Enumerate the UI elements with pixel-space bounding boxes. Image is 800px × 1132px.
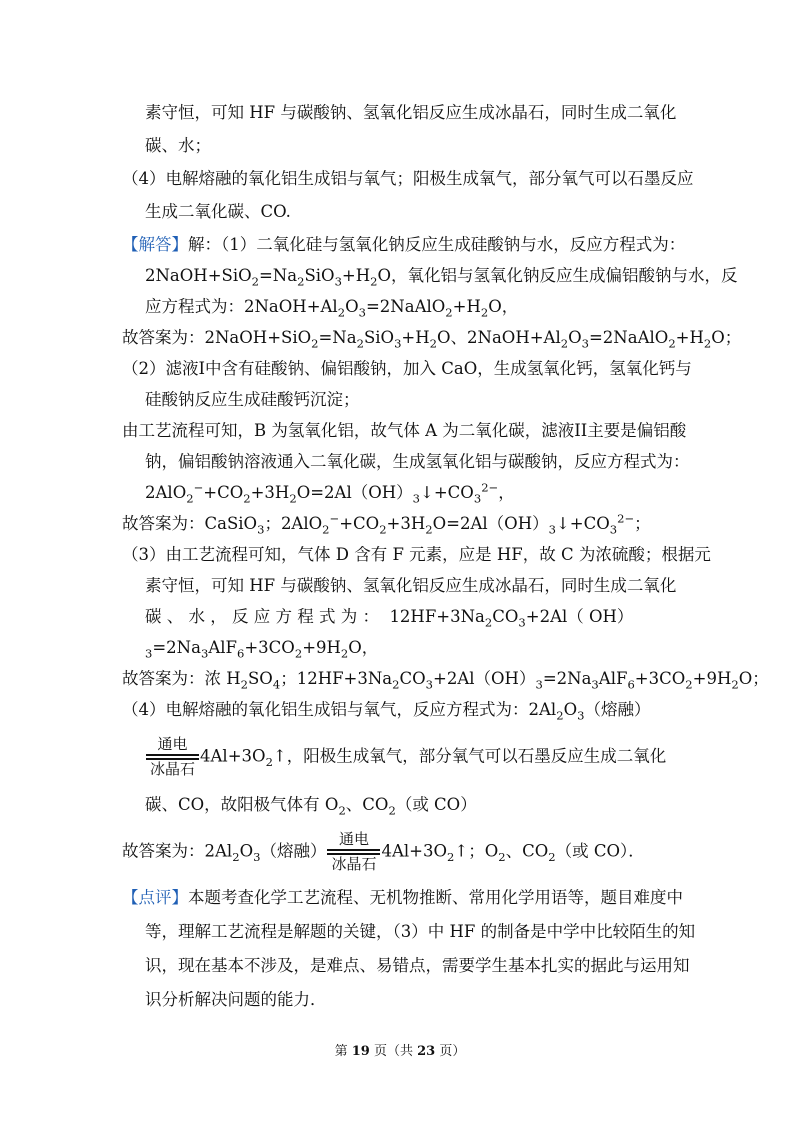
text-span: +9H <box>302 638 341 657</box>
text-line <box>122 887 683 909</box>
text-span: （或 CO） <box>395 795 477 814</box>
text-line: 识分析解决问题的能力． <box>145 990 327 1009</box>
equation-line <box>145 482 515 504</box>
subscript: 2 <box>370 274 378 289</box>
text-line: 碳、水； <box>145 136 211 155</box>
subscript: 2 <box>297 274 305 289</box>
equation-line <box>122 513 651 535</box>
subscript: 3 <box>535 677 543 692</box>
subscript: 3 <box>591 677 599 692</box>
text-span: （或 CO）． <box>555 841 645 861</box>
condition-top: 通电 <box>157 735 188 753</box>
text-span: ， <box>498 483 515 502</box>
text-line: 由工艺流程可知，B 为氢氧化铝，故气体 A 为二氧化碳，滤液II主要是偏铝酸 <box>122 421 687 440</box>
text-span: 、CO <box>345 795 389 814</box>
text-span: =2Na <box>152 638 201 657</box>
subscript: 3 <box>577 708 585 723</box>
text-line: 钠，偏铝酸钠溶液通入二氧化碳，生成氢氧化铝与碳酸钠，反应方程式为： <box>145 452 690 471</box>
text-span: 2AlO <box>145 483 187 502</box>
review-tag: 【点评】 <box>122 888 188 907</box>
subscript: 2 <box>484 615 493 630</box>
subscript: 2 <box>338 803 346 818</box>
subscript: 3 <box>425 677 434 692</box>
equation-line <box>145 265 738 287</box>
equation-line <box>145 736 666 778</box>
subscript: 2 <box>480 305 489 320</box>
equation-line <box>122 668 769 690</box>
text-span: ↓+CO <box>420 483 474 502</box>
subscript: 2 <box>232 849 240 864</box>
text-span: 碳 、 水 ， 反 应 方 程 式 为 ： 12HF+3Na <box>145 607 485 626</box>
text-span: ； <box>634 514 651 533</box>
subscript: 2 <box>392 677 400 692</box>
subscript: 6 <box>627 677 635 692</box>
text-span: +CO <box>203 483 244 502</box>
subscript: 2 <box>379 522 387 537</box>
text-span: 解：（1）二氧化硅与氢氧化钠反应生成硅酸钠与水，反应方程式为： <box>188 235 686 254</box>
text-span: CO <box>399 669 426 688</box>
text-span: （熔融） <box>584 700 651 719</box>
text-span: 应方程式为：2NaOH+Al <box>145 297 338 316</box>
subscript: 3 <box>394 336 402 351</box>
text-span: O=2Al（OH） <box>432 514 549 533</box>
text-span: +H <box>401 328 430 347</box>
text-span: +H <box>452 297 481 316</box>
reaction-condition <box>327 831 380 873</box>
subscript: 3 <box>412 491 421 506</box>
text-span: 、CO <box>505 841 549 861</box>
text-span: 4Al+3O <box>200 746 266 766</box>
text-line: 素守恒，可知 HF 与碳酸钠、氢氧化铝反应生成冰晶石，同时生成二氧化 <box>145 103 677 122</box>
text-span: O <box>345 297 359 316</box>
text-line: （2）滤液I中含有硅酸钠、偏铝酸钠，加入 CaO，生成氢氧化钙，氢氧化钙与 <box>122 359 692 378</box>
equation-line <box>145 606 633 628</box>
subscript: 2 <box>251 274 259 289</box>
subscript: 4 <box>272 677 281 692</box>
subscript: 2 <box>311 336 319 351</box>
text-span: =Na <box>258 266 298 285</box>
text-line: 识，现在基本不涉及，是难点、易错点，需要学生基本扎实的据此与运用知 <box>145 956 690 975</box>
subscript: 3 <box>473 491 482 506</box>
text-line: 素守恒，可知 HF 与碳酸钠、氢氧化铝反应生成冰晶石，同时生成二氧化 <box>145 576 677 595</box>
text-span: O、2NaOH+Al <box>437 328 561 347</box>
text-line <box>122 234 685 256</box>
subscript: 2 <box>340 646 349 661</box>
text-span: 故答案为：2NaOH+SiO <box>122 328 312 347</box>
text-span: CO <box>492 607 519 626</box>
text-span: +H <box>341 266 371 285</box>
subscript: 3 <box>145 646 153 661</box>
equation-line <box>145 637 378 659</box>
total-pages: 23 <box>417 1044 436 1059</box>
page-footer <box>0 1040 800 1059</box>
subscript: 2 <box>356 336 364 351</box>
subscript: 2 <box>240 677 248 692</box>
text-span: +3H <box>250 483 290 502</box>
subscript: 3 <box>257 522 265 537</box>
text-span: +H <box>675 328 704 347</box>
footer-text: 第 <box>334 1044 348 1059</box>
text-span: O， <box>348 638 379 657</box>
text-line: （3）由工艺流程可知，气体 D 含有 F 元素，应是 HF，故 C 为浓硫酸；根据元 <box>122 545 711 564</box>
text-line: （4）电解熔融的氧化铝生成铝与氧气；阳极生成氧气，部分氧气可以石墨反应 <box>122 169 694 188</box>
text-span: =Na <box>318 328 357 347</box>
text-span: +3CO <box>244 638 295 657</box>
text-span: （熔融） <box>260 841 327 861</box>
text-span: O <box>563 700 578 719</box>
subscript: 3 <box>334 274 342 289</box>
text-line: 等，理解工艺流程是解题的关键，（3）中 HF 的制备是中学中比较陌生的知 <box>145 922 696 941</box>
answer-tag: 【解答】 <box>122 235 188 254</box>
text-span: 故答案为：CaSiO <box>122 514 258 533</box>
text-span: +CO <box>339 514 380 533</box>
text-span: =2Na <box>542 669 592 688</box>
text-span: 2NaOH+SiO <box>145 266 252 285</box>
subscript: 2 <box>556 708 564 723</box>
subscript: 3 <box>581 336 589 351</box>
footer-text: 页（共 <box>373 1044 413 1059</box>
text-span: O； <box>738 669 769 688</box>
page-number: 19 <box>351 1044 370 1059</box>
equation-line <box>122 699 650 721</box>
text-span: 故答案为：浓 H <box>122 669 241 688</box>
text-span: AlF <box>598 669 628 688</box>
subscript: 3 <box>609 522 618 537</box>
text-span: O <box>239 841 254 861</box>
text-span: O； <box>711 328 742 347</box>
subscript: 2 <box>668 336 676 351</box>
subscript: 2 <box>731 677 739 692</box>
superscript: − <box>329 511 340 526</box>
text-span: =2NaAlO <box>588 328 669 347</box>
text-span: +2Al（ OH） <box>525 607 634 626</box>
subscript: 3 <box>358 305 366 320</box>
subscript: 2 <box>447 849 455 864</box>
subscript: 2 <box>243 491 251 506</box>
superscript: 2− <box>617 511 635 526</box>
text-span: +9H <box>692 669 732 688</box>
reaction-condition <box>146 736 199 778</box>
text-span: +2Al（OH） <box>433 669 536 688</box>
text-span: ↑，阳极生成氧气，部分氧气可以石墨反应生成二氧化 <box>272 746 667 766</box>
subscript: 2 <box>289 491 297 506</box>
text-span: O <box>568 328 582 347</box>
text-span: O=2Al（OH） <box>296 483 413 502</box>
subscript: 3 <box>253 849 261 864</box>
condition-top: 通电 <box>338 830 369 848</box>
text-span: O，氧化铝与氢氧化钠反应生成偏铝酸钠与水，反 <box>377 266 738 285</box>
footer-text: 页） <box>439 1044 466 1059</box>
text-span: ↑；O <box>454 841 499 861</box>
subscript: 2 <box>265 754 273 769</box>
subscript: 2 <box>337 305 346 320</box>
subscript: 3 <box>518 615 526 630</box>
text-span: 本题考查化学工艺流程、无机物推断、常用化学用语等，题目难度中 <box>188 888 683 907</box>
subscript: 2 <box>560 336 569 351</box>
text-line: 硅酸钠反应生成硅酸钙沉淀； <box>145 390 360 409</box>
subscript: 3 <box>200 646 209 661</box>
subscript: 2 <box>429 336 437 351</box>
text-span: ；12HF+3Na <box>280 669 393 688</box>
text-span: SiO <box>304 266 335 285</box>
text-line: 生成二氧化碳、CO. <box>145 202 291 221</box>
text-span: 4Al+3O <box>381 841 448 861</box>
superscript: − <box>193 480 204 495</box>
condition-bottom: 冰晶石 <box>150 760 196 778</box>
text-span: =2NaAlO <box>365 297 446 316</box>
condition-bottom: 冰晶石 <box>331 855 377 873</box>
text-span: ↓+CO <box>555 514 610 533</box>
equation-line <box>122 327 741 349</box>
equation-line <box>145 296 518 318</box>
text-span: +3CO <box>634 669 686 688</box>
subscript: 2 <box>186 491 194 506</box>
subscript: 2 <box>685 677 693 692</box>
subscript: 2 <box>703 336 712 351</box>
subscript: 2 <box>294 646 303 661</box>
equation-line <box>145 794 477 816</box>
subscript: 2 <box>425 522 433 537</box>
subscript: 6 <box>236 646 245 661</box>
text-span: O， <box>488 297 519 316</box>
subscript: 2 <box>388 803 396 818</box>
subscript: 2 <box>498 849 506 864</box>
subscript: 2 <box>322 522 330 537</box>
equation-line <box>122 831 645 873</box>
text-span: ；2AlO <box>264 514 323 533</box>
text-span: 碳、CO，故阳极气体有 O <box>145 795 339 814</box>
subscript: 2 <box>548 849 556 864</box>
text-span: （4）电解熔融的氧化铝生成铝与氧气，反应方程式为：2Al <box>122 700 557 719</box>
text-span: +3H <box>386 514 426 533</box>
subscript: 3 <box>548 522 556 537</box>
superscript: 2− <box>481 480 499 495</box>
text-span: SO <box>248 669 273 688</box>
subscript: 2 <box>445 305 453 320</box>
text-span: AlF <box>208 638 237 657</box>
text-span: SiO <box>363 328 395 347</box>
text-span: 故答案为：2Al <box>122 841 233 861</box>
